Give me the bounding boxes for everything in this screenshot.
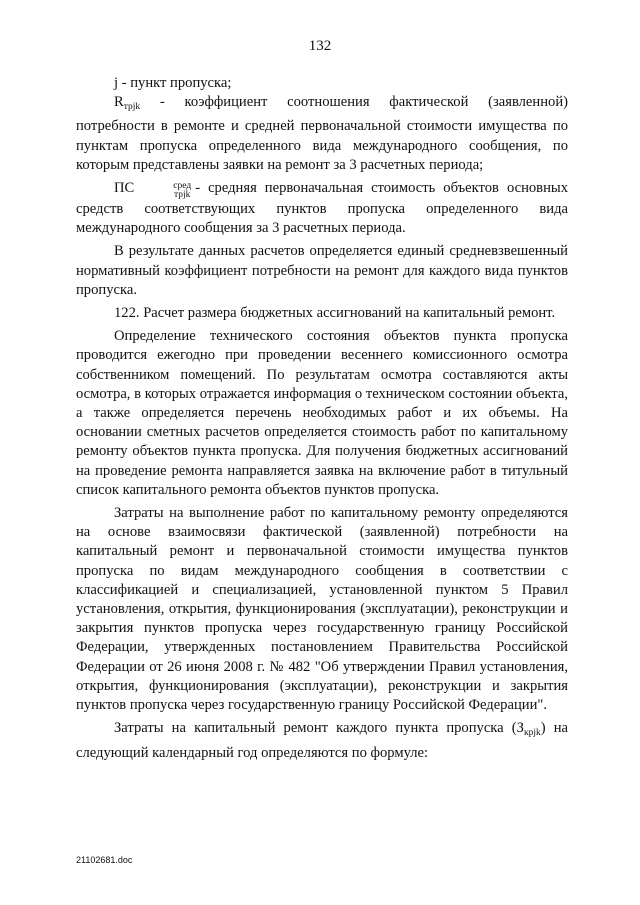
symbol-ps-indices xyxy=(135,182,191,200)
symbol-z: З xyxy=(516,720,524,737)
paragraph-result: В результате данных расчетов определяется единый средневзвешенный нормативный коэффициент потребности на ремонт для каждого вида пунктов пропуска. xyxy=(76,243,568,298)
footer-filename: 21102681.doc xyxy=(76,855,133,865)
formula-intro-tail: ) на следующий календарный год определяются по формуле: xyxy=(76,720,569,761)
symbol-r-subscript: трjk xyxy=(123,102,141,113)
definition-ps-text: - средняя первоначальная стоимость объектов основных средств соответствующих пунктов пропуска определенного вида международного сообщения за 3 расчетных периода. xyxy=(76,180,568,237)
symbol-ps: ПС xyxy=(114,180,135,197)
page-number: 132 xyxy=(308,38,332,54)
paragraph-definition-r xyxy=(76,93,568,175)
paragraph-definition-j: j - пункт пропуска; xyxy=(114,75,232,91)
paragraph-section-122: 122. Расчет размера бюджетных ассигнований на капитальный ремонт. xyxy=(114,305,556,322)
symbol-z-subscript: крjk xyxy=(523,728,541,739)
paragraph-technical-state: Определение технического состояния объектов пункта пропуска проводится ежегодно при проведении весеннего комиссионного осмотра собственником помещений. По результатам осмотра составляются акты осмотра, в которых отражается информация о техническом состоянии объекта, а также определяется перечень необходимых работ и их объемы. На основании сметных расчетов определяется стоимость работ по капитальному ремонту объектов пункта пропуска. Для получения бюджетных ассигнований на проведение ремонта направляется заявка на включение работ в титульный список капитального ремонта объектов пунктов пропуска. xyxy=(76,328,568,498)
symbol-ps-subscript: трjk xyxy=(174,190,191,201)
definition-r-text: - коэффициент соотношения фактической (заявленной) потребности в ремонте и средней первоначальной стоимости имущества по пунктам пропуска определенного вида международного сообщения, по которым представлены заявки на ремонт за 3 расчетных периода; xyxy=(76,94,568,173)
document-body xyxy=(76,74,568,763)
symbol-ps-superscript: сред xyxy=(173,181,192,192)
symbol-r: R xyxy=(114,94,124,111)
paragraph-definition-ps xyxy=(76,179,568,238)
paragraph-formula-intro xyxy=(76,719,568,762)
paragraph-costs: Затраты на выполнение работ по капитальному ремонту определяются на основе взаимосвязи фактической (заявленной) потребности на капитальный ремонт и первоначальной стоимости имущества пунктов пропуска по видам международного сообщения в соответствии с классификацией и специализацией, установленной пунктом 5 Правил установления, открытия, функционирования (эксплуатации), реконструкции и закрытия пунктов пропуска через государственную границу Российской Федерации, утвержденных постановлением Правительства Российской Федерации от 26 июня 2008 г. № 482 "Об утверждении Правил установления, открытия, функционирования (эксплуатации), реконструкции и закрытия пунктов пропуска через государственную границу Российской Федерации". xyxy=(76,505,568,714)
formula-intro-text: Затраты на капитальный ремонт каждого пункта пропуска ( xyxy=(114,720,517,737)
